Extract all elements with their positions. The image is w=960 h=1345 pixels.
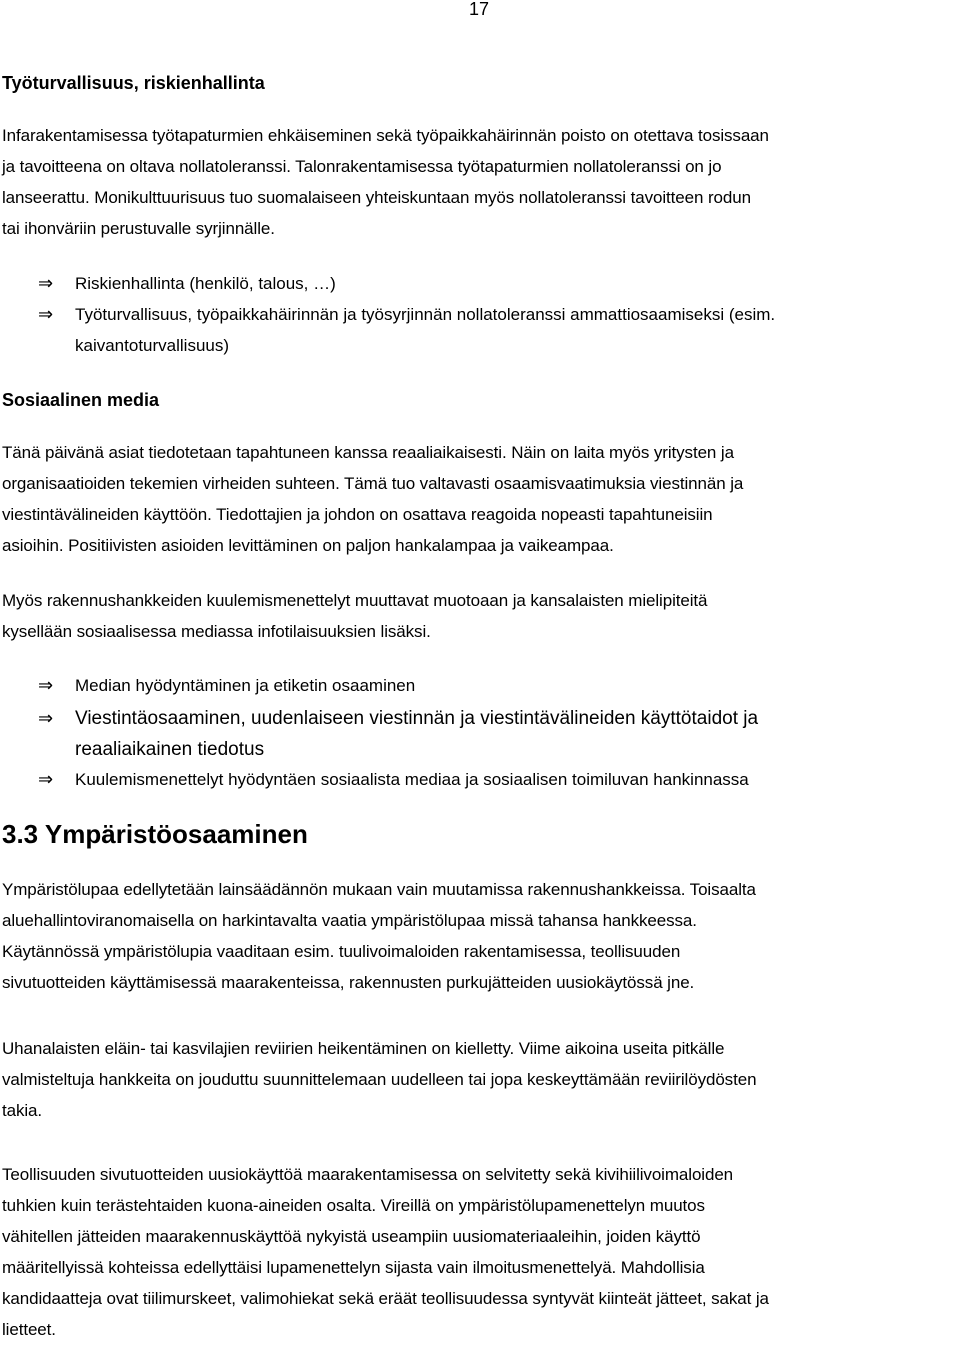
paragraph-ymparisto-1 bbox=[2, 874, 958, 998]
paragraph-line: ja tavoitteena on oltava nollatoleranssi. Talonrakentamisessa työtapaturmien nollatoleranssi on jo bbox=[2, 157, 722, 176]
paragraph-line: Ympäristölupaa edellytetään lainsäädännön mukaan vain muutamissa rakennushankkeissa. Toisaalta bbox=[2, 880, 756, 899]
list-item-text-line1: Työturvallisuus, työpaikkahäirinnän ja työsyrjinnän nollatoleranssi ammattiosaamiseksi (esim. bbox=[75, 305, 776, 324]
paragraph-line: sivutuotteiden käyttämisessä maarakenteissa, rakennusten purkujätteiden uusiokäytössä jne. bbox=[2, 973, 695, 992]
list-item-text-line1: Viestintäosaaminen, uudenlaiseen viestinnän ja viestintävälineiden käyttötaidot ja bbox=[75, 708, 759, 729]
double-arrow-right-icon: ⇒ bbox=[38, 273, 54, 294]
bullet-list-riskienhallinta bbox=[2, 268, 958, 361]
list-item bbox=[2, 670, 958, 701]
list-item bbox=[2, 268, 958, 299]
paragraph-line: Teollisuuden sivutuotteiden uusiokäyttöä maarakentamisessa on selvitetty sekä kivihiilivoimaloiden bbox=[2, 1165, 734, 1184]
bullet-list-viestinta bbox=[2, 703, 958, 765]
paragraph-line: kysellään sosiaalisessa mediassa infotilaisuuksien lisäksi. bbox=[2, 622, 431, 641]
section-heading-sosiaalinen-media: Sosiaalinen media bbox=[2, 390, 160, 410]
paragraph-line: tai ihonväriin perustuvalle syrjinnälle. bbox=[2, 219, 275, 238]
paragraph-line: valmisteltuja hankkeita on jouduttu suunnittelemaan uudelleen tai jopa keskeyttämään reviirilöydösten bbox=[2, 1070, 757, 1089]
paragraph-tyoturvallisuus bbox=[2, 120, 958, 244]
double-arrow-right-icon: ⇒ bbox=[38, 675, 54, 696]
list-item-text: Kuulemismenettelyt hyödyntäen sosiaalista mediaa ja sosiaalisen toimiluvan hankinnassa bbox=[75, 770, 749, 789]
list-item bbox=[2, 703, 958, 765]
list-item-text-line2: reaaliaikainen tiedotus bbox=[75, 739, 265, 760]
paragraph-line: Tänä päivänä asiat tiedotetaan tapahtuneen kanssa reaaliaikaisesti. Näin on laita myös yritysten ja bbox=[2, 443, 734, 462]
paragraph-line: asioihin. Positiivisten asioiden levittäminen on paljon hankalampaa ja vaikeampaa. bbox=[2, 536, 614, 555]
list-item-text: Median hyödyntäminen ja etiketin osaaminen bbox=[75, 676, 416, 695]
paragraph-sosiaalinen-media-1 bbox=[2, 437, 958, 561]
paragraph-line: Uhanalaisten eläin- tai kasvilajien reviirien heikentäminen on kielletty. Viime aikoina useita pitkälle bbox=[2, 1039, 725, 1058]
double-arrow-right-icon: ⇒ bbox=[38, 304, 54, 325]
section-heading-ymparistoosaaminen: 3.3 Ympäristöosaaminen bbox=[2, 819, 308, 849]
paragraph-line: Myös rakennushankkeiden kuulemismenettelyt muuttavat muotoaan ja kansalaisten mielipiteitä bbox=[2, 591, 708, 610]
paragraph-line: viestintävälineiden käyttöön. Tiedottajien ja johdon on osattava reagoida nopeasti tapahtuneisiin bbox=[2, 505, 713, 524]
page-number: 17 bbox=[469, 0, 490, 19]
paragraph-line: kandidaatteja ovat tiilimurskeet, valimohiekat sekä eräät teollisuudessa syntyvät kiinteät jätteet, sakat ja bbox=[2, 1289, 769, 1308]
paragraph-line: aluehallintoviranomaisella on harkintavalta vaatia ympäristölupaa missä tahansa hankkeessa. bbox=[2, 911, 697, 930]
list-item bbox=[2, 299, 958, 361]
paragraph-line: takia. bbox=[2, 1101, 43, 1120]
double-arrow-right-icon: ⇒ bbox=[38, 708, 54, 729]
paragraph-ymparisto-2 bbox=[2, 1033, 958, 1126]
list-item-text-line2: kaivantoturvallisuus) bbox=[75, 336, 230, 355]
paragraph-line: organisaatioiden tekemien virheiden suhteen. Tämä tuo valtavasti osaamisvaatimuksia viestinnän ja bbox=[2, 474, 744, 493]
section-heading-tyoturvallisuus: Työturvallisuus, riskienhallinta bbox=[2, 73, 265, 93]
paragraph-line: vähitellen jätteiden maarakennuskäyttöä nykyistä useampiin uusiomateriaaleihin, joiden käyttö bbox=[2, 1227, 701, 1246]
paragraph-line: määritellyissä kohteissa edellyttäisi lupamenettelyn sijasta vain ilmoitusmenettelyä. Mahdollisia bbox=[2, 1258, 705, 1277]
paragraph-ymparisto-3 bbox=[2, 1159, 958, 1345]
bullet-list-media bbox=[2, 670, 958, 701]
double-arrow-right-icon: ⇒ bbox=[38, 769, 54, 790]
paragraph-sosiaalinen-media-2 bbox=[2, 585, 958, 647]
paragraph-line: tuhkien kuin terästehtaiden kuona-aineiden osalta. Vireillä on ympäristölupamenettelyn muutos bbox=[2, 1196, 705, 1215]
paragraph-line: lietteet. bbox=[2, 1320, 56, 1339]
list-item bbox=[2, 764, 958, 795]
bullet-list-kuuleminen bbox=[2, 764, 958, 795]
paragraph-line: Infarakentamisessa työtapaturmien ehkäiseminen sekä työpaikkahäirinnän poisto on otettava tosissaan bbox=[2, 126, 769, 145]
paragraph-line: Käytännössä ympäristölupia vaaditaan esim. tuulivoimaloiden rakentamisessa, teollisuuden bbox=[2, 942, 681, 961]
list-item-text: Riskienhallinta (henkilö, talous, …) bbox=[75, 274, 336, 293]
paragraph-line: lanseerattu. Monikulttuurisuus tuo suomalaiseen yhteiskuntaan myös nollatoleranssi tavoitteen rodun bbox=[2, 188, 751, 207]
